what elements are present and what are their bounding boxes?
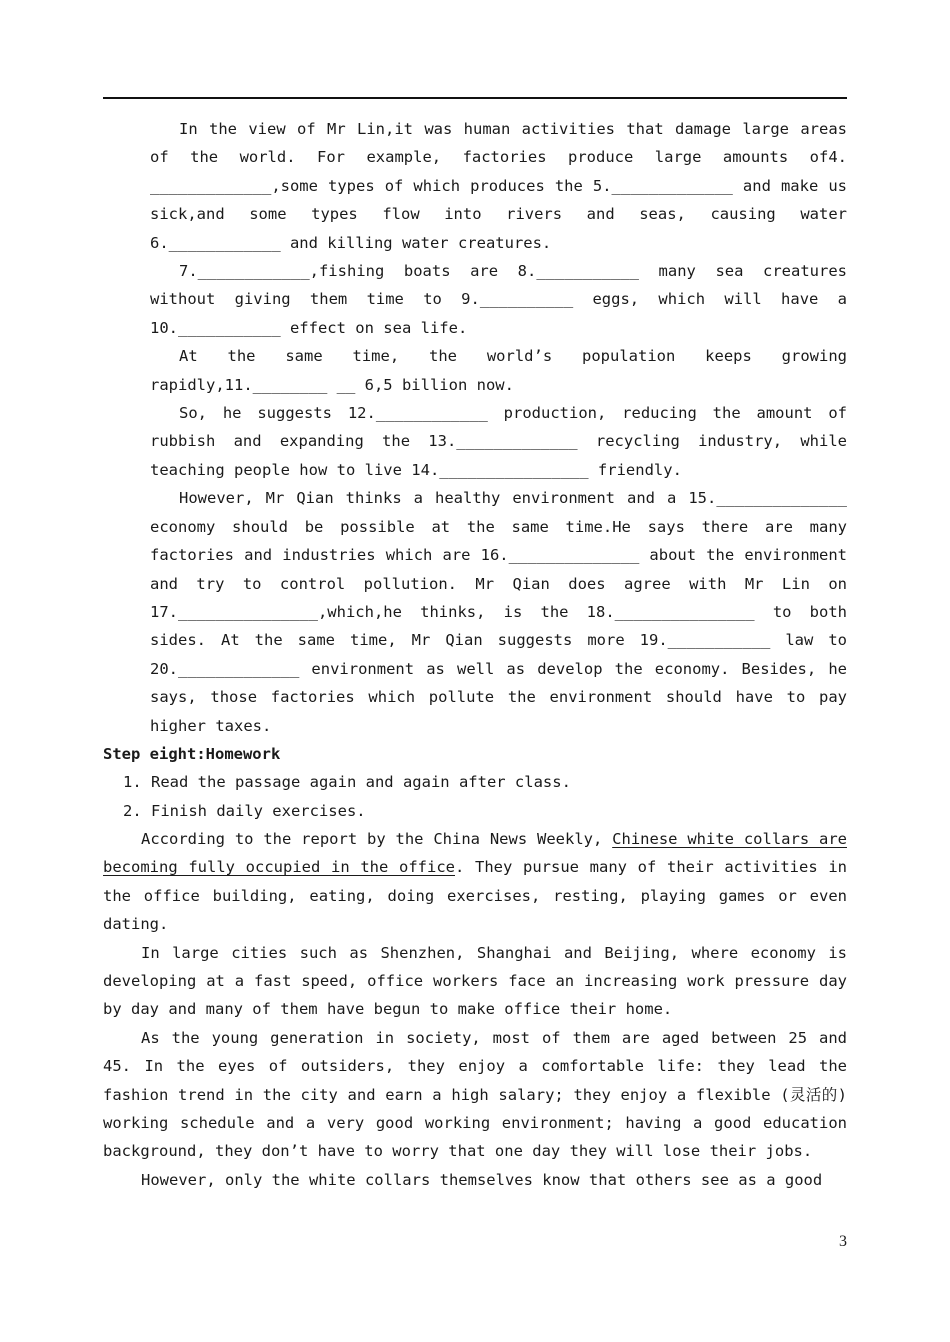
- paragraph: As the young generation in society, most of them are aged between 25 and 45. In the eyes of outsiders, they enjoy a comfortable life: they lead the fashion trend in the city and earn a high salary; they enjoy a flexible (灵活的) working schedule and a very good working environment; having a good education background, they don’t have to worry that one day they will lose their jobs.: [103, 1028, 847, 1161]
- text: . They pursue many of their activities in the office building, eating, doing exercises, resting, playing games or even dating.: [103, 858, 848, 934]
- page-number: 3: [839, 1233, 847, 1250]
- summary-exercise: [150, 115, 847, 740]
- paragraph: So, he suggests 12.____________ production, reducing the amount of rubbish and expanding the 13._____________ recycling industry, while teaching people how to live 14.________________ friendly.: [150, 404, 847, 479]
- homework-heading: Step eight:Homework: [103, 745, 281, 763]
- reading-passage: [103, 825, 847, 1194]
- paragraph: At the same time, the world’s population keeps growing rapidly,11.________ __ 6,5 billion now.: [150, 347, 847, 394]
- list-item: 1. Read the passage again and again after class.: [123, 773, 571, 792]
- paragraph: However, Mr Qian thinks a healthy environment and a 15.______________ economy should be possible at the same time.He says there are many factories and industries which are 16.______________ about the environment and try to control pollution. Mr Qian does agree with Mr Lin on 17._______________,which,he thinks, is the 18._______________ to both sides. At the same time, Mr Qian suggests more 19.___________ law to 20._____________ environment as well as develop the economy. Besides, he says, those factories which pollute the environment should have to pay higher taxes.: [150, 489, 847, 735]
- paragraph: In the view of Mr Lin,it was human activities that damage large areas of the world. For example, factories produce large amounts of4. _____________,some types of which produces the 5._____________ and make us sick,and some types flow into rivers and seas, causing water 6.____________ and killing water creatures.: [150, 120, 847, 252]
- paragraph: However, only the white collars themselves know that others see as a good: [141, 1170, 823, 1189]
- paragraph: [103, 825, 847, 939]
- text: According to the report by the China News Weekly,: [141, 830, 613, 848]
- underlined-text: Chinese white collars are becoming fully occupied in the office: [103, 830, 847, 877]
- paragraph: In large cities such as Shenzhen, Shanghai and Beijing, where economy is developing at a fast speed, office workers face an increasing work pressure day by day and many of them have begun to make office their home.: [103, 943, 847, 1019]
- paragraph: 7.____________,fishing boats are 8.___________ many sea creatures without giving them time to 9.__________ eggs, which will have a 10.___________ effect on sea life.: [150, 262, 847, 337]
- list-item: 2. Finish daily exercises.: [123, 801, 366, 820]
- header-rule: [103, 97, 847, 99]
- homework-section: [103, 740, 847, 825]
